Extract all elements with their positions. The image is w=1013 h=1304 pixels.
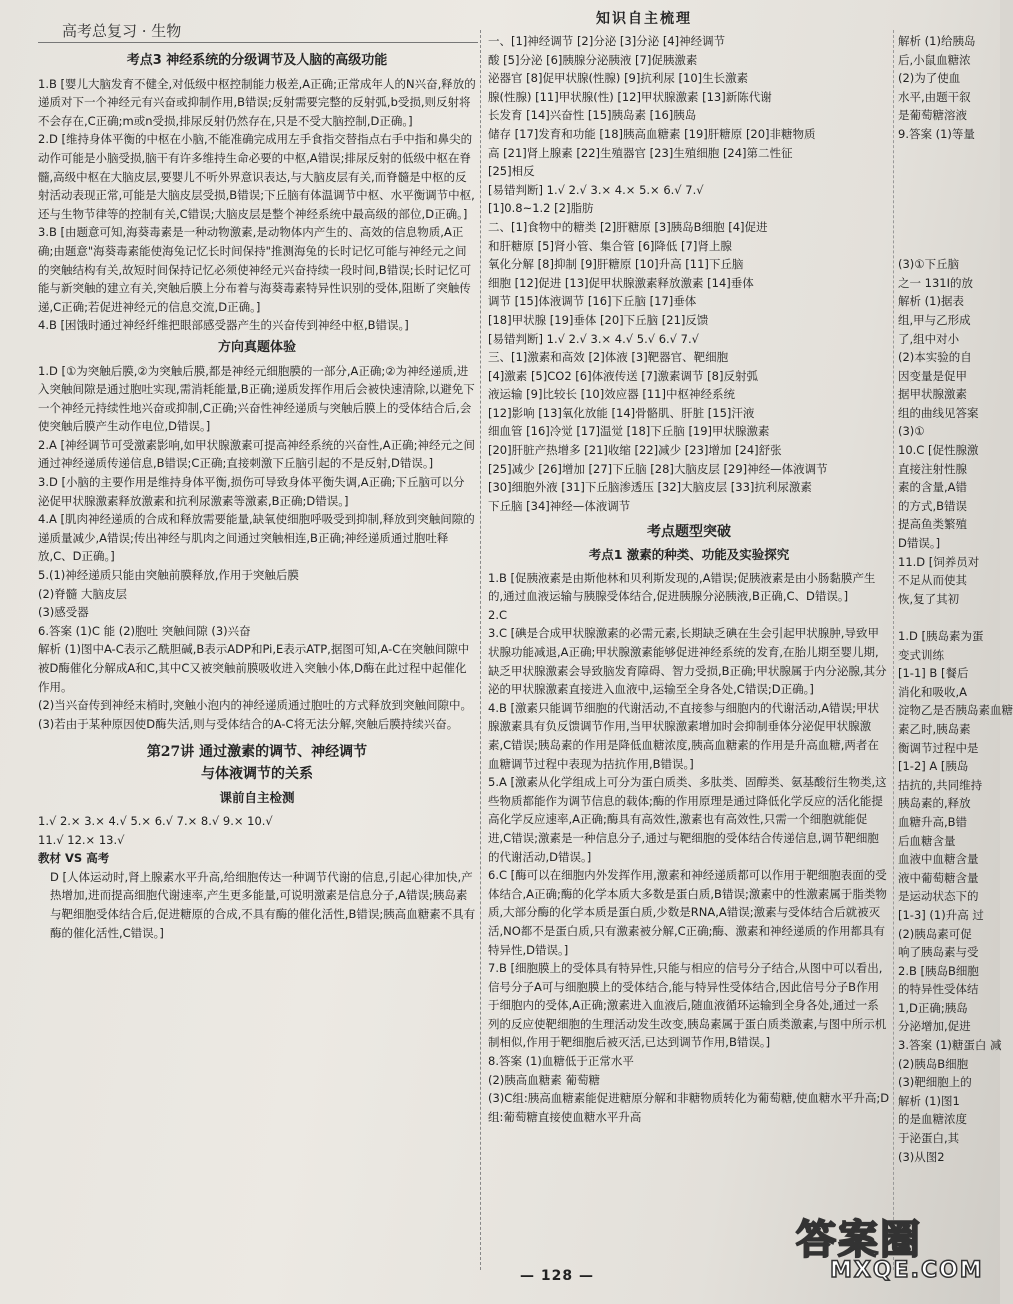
- cut-line: (3)从图2: [898, 1149, 945, 1164]
- answer-item: 2.D [维持身体平衡的中枢在小脑,不能准确完成用左手食指交替指点右手中指和鼻尖的动作可能是小脑受损,脑干有许多维持生命必要的中枢,A错误;排尿反射的低级中枢在脊髓,高级中枢在大脑皮层,要婴儿不听外界意识表达,与大脑皮层有关,而脊髓是中枢的反射活动表现正常,可能是大脑皮层受损,B错误;下丘脑有体温调节中枢、水平衡调节中枢,还与生物节律等的控制有关,C错误;大脑皮层是整个神经系统中最高级的部位,D正确。]: [38, 132, 475, 221]
- cut-line: 解析 (1)给胰岛: [898, 34, 976, 48]
- kq-answers-1: 1.√ 2.× 3.× 4.√ 5.× 6.√ 7.× 8.√ 9.× 10.√: [38, 813, 273, 828]
- section-title-kaodian3: 考点3 神经系统的分级调节及人脑的高级功能: [126, 53, 388, 68]
- cut-line: 1.D [胰岛素为蛋: [898, 629, 984, 643]
- knowledge-line: 泌器官 [8]促甲状腺(性腺) [9]抗利尿 [10]生长激素: [488, 71, 749, 86]
- answer-item: (3)若由于某种原因使D酶失活,则与受体结合的A-C将无法分解,突触后膜持续兴奋。: [38, 716, 459, 731]
- header-rule: [38, 42, 478, 43]
- cut-line: 1,D正确;胰岛: [898, 1000, 968, 1015]
- answer-item: 1.D [①为突触后膜,②为突触后膜,都是神经元细胞膜的一部分,A正确;②为神经递质,进入突触间隙是通过胞吐实现,需消耗能量,B正确;递质发挥作用后会被快速清除,以避免下一个神经元持续性地兴奋或抑制,C正确;兴奋性神经递质与突触后膜上的受体结合后,会使突触后膜产生动作电位,D错误。]: [38, 363, 475, 434]
- answer-item: 1.B [婴儿大脑发育不健全,对低级中枢控制能力极差,A正确;正常成年人的N兴奋,释放的递质对下一个神经元有兴奋或抑制作用,B错误;反射需要完整的反射弧,b受损,则反射将不会存在,C正确;m或n受损,排尿反射仍然存在,只是不受大脑控制,D正确。]: [38, 76, 476, 128]
- knowledge-line: [25]减少 [26]增加 [27]下丘脑 [28]大脑皮层 [29]神经—体液调节: [488, 461, 828, 476]
- logo-url: MXQE.COM: [830, 1258, 984, 1283]
- cut-line: 组的曲线见答案: [898, 405, 979, 420]
- knowledge-line: 液运输 [9]比较长 [10]效应器 [11]中枢神经系统: [488, 387, 735, 402]
- knowledge-line: [18]甲状腺 [19]垂体 [20]下丘脑 [21]反馈: [488, 312, 709, 327]
- answer-item: 6.答案 (1)C 能 (2)胞吐 突触间隙 (3)兴奋: [38, 623, 251, 638]
- cut-line: 11.D [饲养员对: [898, 554, 980, 569]
- cut-line: [898, 162, 1000, 181]
- cut-line: 衡调节过程中是: [898, 740, 979, 755]
- column-divider: [480, 30, 481, 1270]
- cut-line: 是葡萄糖溶液: [898, 108, 967, 123]
- knowledge-line: [12]影响 [13]氧化放能 [14]骨骼肌、肝脏 [15]汗液: [488, 405, 755, 420]
- knowledge-line: [易错判断] 1.√ 2.√ 3.× 4.√ 5.√ 6.√ 7.√: [488, 331, 699, 346]
- cut-line: 素的含量,A错: [898, 480, 968, 495]
- cut-line: (2)为了使血: [898, 71, 961, 86]
- cut-line: 水平,由题干叙: [898, 89, 971, 104]
- knowledge-line: 下丘脑 [34]神经—体液调节: [488, 498, 631, 513]
- cut-line: 后,小鼠血糖浓: [898, 52, 971, 67]
- right-column-lines: [898, 32, 1013, 1166]
- answer-item: 5.(1)神经递质只能由突触前膜释放,作用于突触后膜: [38, 568, 299, 583]
- cut-line: 是运动状态下的: [898, 889, 979, 904]
- kaodian1-title: 考点1 激素的种类、功能及实验探究: [588, 547, 790, 563]
- cut-line: 恢,复了其初: [898, 591, 960, 606]
- knowledge-line: 腺(性腺) [11]甲状腺(性) [12]甲状腺激素 [13]新陈代谢: [488, 89, 772, 104]
- cut-line: (2)胰岛B细胞: [898, 1056, 969, 1071]
- cut-line: 2.B [胰岛B细胞: [898, 963, 979, 978]
- cut-line: 分泌增加,促进: [898, 1019, 971, 1034]
- answer-item: 1.B [促胰液素是由斯他林和贝利斯发现的,A错误;促胰液素是由小肠黏膜产生的,通过血液运输与胰腺受体结合,促进胰腺分泌胰液,B正确,C、D错误。]: [488, 570, 876, 604]
- answer-item: 3.D [小脑的主要作用是维持身体平衡,损伤可导致身体平衡失调,A正确;下丘脑可以分泌促甲状腺激素释放激素和抗利尿激素等激素,B正确;D错误。]: [38, 475, 465, 508]
- cut-line: 了,组中对小: [898, 331, 960, 346]
- knowledge-line: 二、[1]食物中的糖类 [2]肝糖原 [3]胰岛B细胞 [4]促进: [488, 219, 768, 234]
- answer-item: 5.A [激素从化学组成上可分为蛋白质类、多肽类、固醇类、氨基酸衍生物类,这些物质都能作为调节信息的载体;酶的作用原理是通过降低化学反应的活化能提高化学反应速率,A正确;酶具有高效性,激素也有高效性,只需一个细胞就能促进,C错误;激素是一种信息分子,通过与靶细胞的受体结合传递信息,调节靶细胞的代谢活动,D错误。]: [488, 775, 887, 864]
- cut-line: 液中葡萄糖含量: [898, 870, 979, 885]
- section-title-tupo: 考点题型突破: [647, 524, 731, 541]
- answer-item: (2)胰高血糖素 葡萄糖: [488, 1072, 600, 1087]
- cut-line: 据甲状腺激素: [898, 387, 967, 402]
- knowledge-line: [25]相反: [488, 164, 535, 179]
- cut-line: [898, 608, 1000, 627]
- cut-line: [898, 199, 1000, 218]
- knowledge-line: 氧化分解 [8]抑制 [9]肝糖原 [10]升高 [11]下丘脑: [488, 257, 744, 272]
- cut-line: 解析 (1)据表: [898, 294, 964, 309]
- lecture-title-line2: 与体液调节的关系: [201, 766, 313, 783]
- cut-line: 于泌蛋白,其: [898, 1131, 960, 1146]
- cut-line: 拮抗的,共同维持: [898, 777, 983, 792]
- cut-line: 因变量是促甲: [898, 368, 967, 383]
- cut-line: 血糖升高,B错: [898, 814, 968, 829]
- knowledge-line: 酸 [5]分泌 [6]胰腺分泌胰液 [7]促胰激素: [488, 52, 698, 67]
- cut-line: [1-3] (1)升高 过: [898, 907, 984, 922]
- answer-item: 4.B [激素只能调节细胞的代谢活动,不直接参与细胞内的代谢活动,A错误;甲状腺激素具有负反馈调节作用,当甲状腺激素增加时会抑制垂体分泌促甲状腺激素,C错误;胰岛素的作用是降低血糖浓度,胰高血糖素的作用是升高血糖,两者在血糖调节过程中表现为拮抗作用,B错误。]: [488, 700, 880, 771]
- knowledge-line: 细血管 [16]冷觉 [17]温觉 [18]下丘脑 [19]甲状腺激素: [488, 424, 770, 439]
- lecture-title: [38, 741, 476, 785]
- cut-line: 的方式,B错误: [898, 498, 968, 513]
- cut-line: 3.答案 (1)糖蛋白 减: [898, 1038, 1002, 1053]
- cut-line: 淀物乙是否胰岛素血糖: [898, 703, 1013, 718]
- running-head: 高考总复习 · 生物: [62, 22, 182, 40]
- logo-text: 答案圈: [796, 1217, 922, 1263]
- cut-line: 之一 131I的放: [898, 275, 973, 290]
- left-column: [38, 48, 476, 942]
- lecture-title-line1: 第27讲 通过激素的调节、神经调节: [146, 744, 368, 761]
- knowledge-line: 储存 [17]发育和功能 [18]胰高血糖素 [19]肝糖原 [20]非糖物质: [488, 126, 816, 141]
- section-title-zhenti: 方向真题体验: [217, 339, 296, 355]
- answer-item: 7.B [细胞膜上的受体具有特异性,只能与相应的信号分子结合,从图中可以看出,信号分子A可与细胞膜上的受体结合,能与特异性受体结合,因此信号分子B作用于细胞内的受体,A正确;激素进入血液后,随血液循环运输到全身各处,通过一系列的反应使靶细胞的生理活动发生改变,胰岛素属于蛋白质类激素,与图中所示机制相似,作用于靶细胞后被灭活,已达到调节作用,B错误。]: [488, 961, 887, 1050]
- cut-line: D错误。]: [898, 536, 941, 551]
- knowledge-line: [4]激素 [5]CO2 [6]体液传送 [7]激素调节 [8]反射弧: [488, 368, 758, 383]
- cut-line: (3)①下丘脑: [898, 257, 960, 272]
- knowledge-line: 细胞 [12]促进 [13]促甲状腺激素释放激素 [14]垂体: [488, 275, 754, 290]
- column-divider-right: [893, 30, 894, 1270]
- answer-item: 解析 (1)图中A-C表示乙酰胆碱,B表示ADP和Pi,E表示ATP,据图可知,A-C在突触间隙中被D酶催化分解成A和C,其中C又被突触前膜吸收进入突触小体,D酶在此过程中起催化作用。: [38, 642, 470, 694]
- answer-item: 3.B [由题意可知,海葵毒素是一种动物激素,是动物体内产生的、高效的信息物质,A正确;由题意"海葵毒素能使海兔记忆长时间保持"推测海兔的长时记忆可能与神经元之间的突触结构有关,故短时间保持记忆必须使神经元兴奋持续一段时间,B错误;长时记忆可能与新突触的建立有关,突触后膜上分布着与海葵毒素特异性识别的受体,阻断了突触传递,C正确;若促进神经元的信息交流,D正确。]: [38, 225, 472, 314]
- cut-line: [898, 144, 1000, 163]
- knowledge-line: 三、[1]激素和高效 [2]体液 [3]靶器官、靶细胞: [488, 350, 729, 365]
- kaodian3-answers: [38, 75, 476, 335]
- answer-item: 2.A [神经调节可受激素影响,如甲状腺激素可提高神经系统的兴奋性,A正确;神经元之间通过神经递质传递信息,B错误;C正确;直接刺激下丘脑引起的不是反射,D错误。]: [38, 437, 476, 471]
- knowledge-line: 和肝糖原 [5]肾小管、集合管 [6]降低 [7]肾上腺: [488, 238, 732, 253]
- cut-line: 血液中血糖含量: [898, 852, 979, 867]
- cut-line: [898, 181, 1000, 200]
- answer-item: 6.C [酶可以在细胞内外发挥作用,激素和神经递质都可以作用于靶细胞表面的受体结合,A正确;酶的化学本质大多数是蛋白质,B错误;激素中的性激素属于脂类物质,大部分酶的化学本质是蛋白质,少数是RNA,A错误;激素与受体结合后就被灭活,NO都不是蛋白质,只有激素被分解,C正确;酶、激素和神经递质的作用都具有特异性,D错误。]: [488, 868, 887, 957]
- answer-item: 4.A [肌肉神经递质的合成和释放需要能量,缺氧使细胞呼吸受到抑制,释放到突触间隙的递质量减少,A错误;传出神经与肌肉之间通过突触相连,B正确;神经递质通过胞吐释放,C、D正确。]: [38, 512, 475, 564]
- cut-line: 直接注射性腺: [898, 461, 967, 476]
- answer-item: (2)脊髓 大脑皮层: [38, 586, 127, 601]
- cut-line: (3)靶细胞上的: [898, 1075, 972, 1090]
- section-title-zhishi: 知识自主梳理: [596, 11, 692, 27]
- cut-line: 解析 (1)图1: [898, 1093, 960, 1108]
- knowledge-line: [20]肝脏产热增多 [21]收缩 [22]减少 [23]增加 [24]舒张: [488, 443, 782, 458]
- middle-column: [488, 32, 890, 1126]
- answer-item: (2)当兴奋传到神经末梢时,突触小泡内的神经递质通过胞吐的方式释放到突触间隙中。: [38, 698, 472, 713]
- cut-line: 的是血糖浓度: [898, 1112, 967, 1127]
- knowledge-line: [1]0.8~1.2 [2]脂肪: [488, 201, 594, 216]
- knowledge-line: [易错判断] 1.√ 2.√ 3.× 4.× 5.× 6.√ 7.√: [488, 182, 704, 197]
- cut-line: 不足从而使其: [898, 573, 967, 588]
- knowledge-line: 长发育 [14]兴奋性 [15]胰岛素 [16]胰岛: [488, 108, 697, 123]
- knowledge-line: 一、[1]神经调节 [2]分泌 [3]分泌 [4]神经调节: [488, 34, 726, 48]
- knowledge-line: 调节 [15]体液调节 [16]下丘脑 [17]垂体: [488, 294, 697, 309]
- zhishi-lines: [488, 32, 890, 515]
- cut-line: 变式训练: [898, 647, 944, 662]
- cut-line: [1-2] A [胰岛: [898, 759, 969, 774]
- cut-line: 9.答案 (1)等量: [898, 126, 975, 141]
- cut-line: (3)①: [898, 424, 925, 439]
- kaodian1-answers: [488, 569, 890, 1127]
- knowledge-line: 高 [21]肾上腺素 [22]生殖器官 [23]生殖细胞 [24]第二性征: [488, 145, 793, 160]
- cut-line: 提高鱼类繁殖: [898, 517, 967, 532]
- zhenti-answers: [38, 362, 476, 734]
- jc-text: D [人体运动时,肾上腺素水平升高,给细胞传达一种调节代谢的信息,引起心律加快,产热增加,进而提高细胞代谢速率,产生更多能量,可说明激素是信息分子,A错误;胰岛素与靶细胞受体结合后,促进糖原的合成,不具有酶的催化活性,B错误;胰高血糖素不具有酶的催化活性,C错误。]: [50, 869, 476, 940]
- cut-line: (2)本实验的自: [898, 350, 972, 365]
- answer-item: (3)C组:胰高血糖素能促进糖原分解和非糖物质转化为葡萄糖,使血糖水平升高;D组:葡萄糖直接使血糖水平升高: [488, 1091, 890, 1124]
- cut-line: 素乙时,胰岛素: [898, 721, 971, 736]
- subsection-title-kqzz: 课前自主检测: [219, 790, 295, 806]
- right-column: [898, 32, 1013, 1166]
- cut-line: (2)胰岛素可促: [898, 926, 972, 941]
- cut-line: 的特异性受体结: [898, 982, 979, 997]
- cut-line: [898, 237, 1000, 256]
- answer-item: 3.C [碘是合成甲状腺激素的必需元素,长期缺乏碘在生会引起甲状腺肿,导致甲状腺功能减退,A正确;甲状腺激素能够促进神经系统的发育,在胎儿期至婴儿期,缺乏甲状腺激素会导致脑发育障碍、智力受损,B正确;甲状腺属于内分泌腺,其分泌的甲状腺激素直接进入血液中,运输至全身各处,C错误;D正确。]: [488, 626, 887, 697]
- page-number: — 128 —: [520, 1268, 594, 1284]
- cut-line: 组,甲与乙形成: [898, 312, 971, 327]
- cut-line: 后血糖含量: [898, 833, 956, 848]
- cut-line: [1-1] B [餐后: [898, 666, 969, 681]
- answer-item: 4.B [困饿时通过神经纤维把眼部感受器产生的兴奋传到神经中枢,B错误。]: [38, 318, 409, 333]
- jc-title: 教材 VS 高考: [38, 851, 110, 866]
- answer-item: 2.C: [488, 607, 508, 622]
- watermark-logo: [796, 1208, 986, 1286]
- answer-item: (3)感受器: [38, 605, 89, 620]
- cut-line: 10.C [促性腺激: [898, 443, 979, 458]
- cut-line: [898, 218, 1000, 237]
- cut-line: 响了胰岛素与受: [898, 945, 979, 960]
- kq-answers-2: 11.√ 12.× 13.√: [38, 832, 125, 847]
- answer-item: 8.答案 (1)血糖低于正常水平: [488, 1054, 634, 1069]
- cut-line: 胰岛素的,释放: [898, 796, 971, 811]
- cut-line: 消化和吸收,A: [898, 684, 968, 699]
- knowledge-line: [30]细胞外液 [31]下丘脑渗透压 [32]大脑皮层 [33]抗利尿激素: [488, 480, 812, 495]
